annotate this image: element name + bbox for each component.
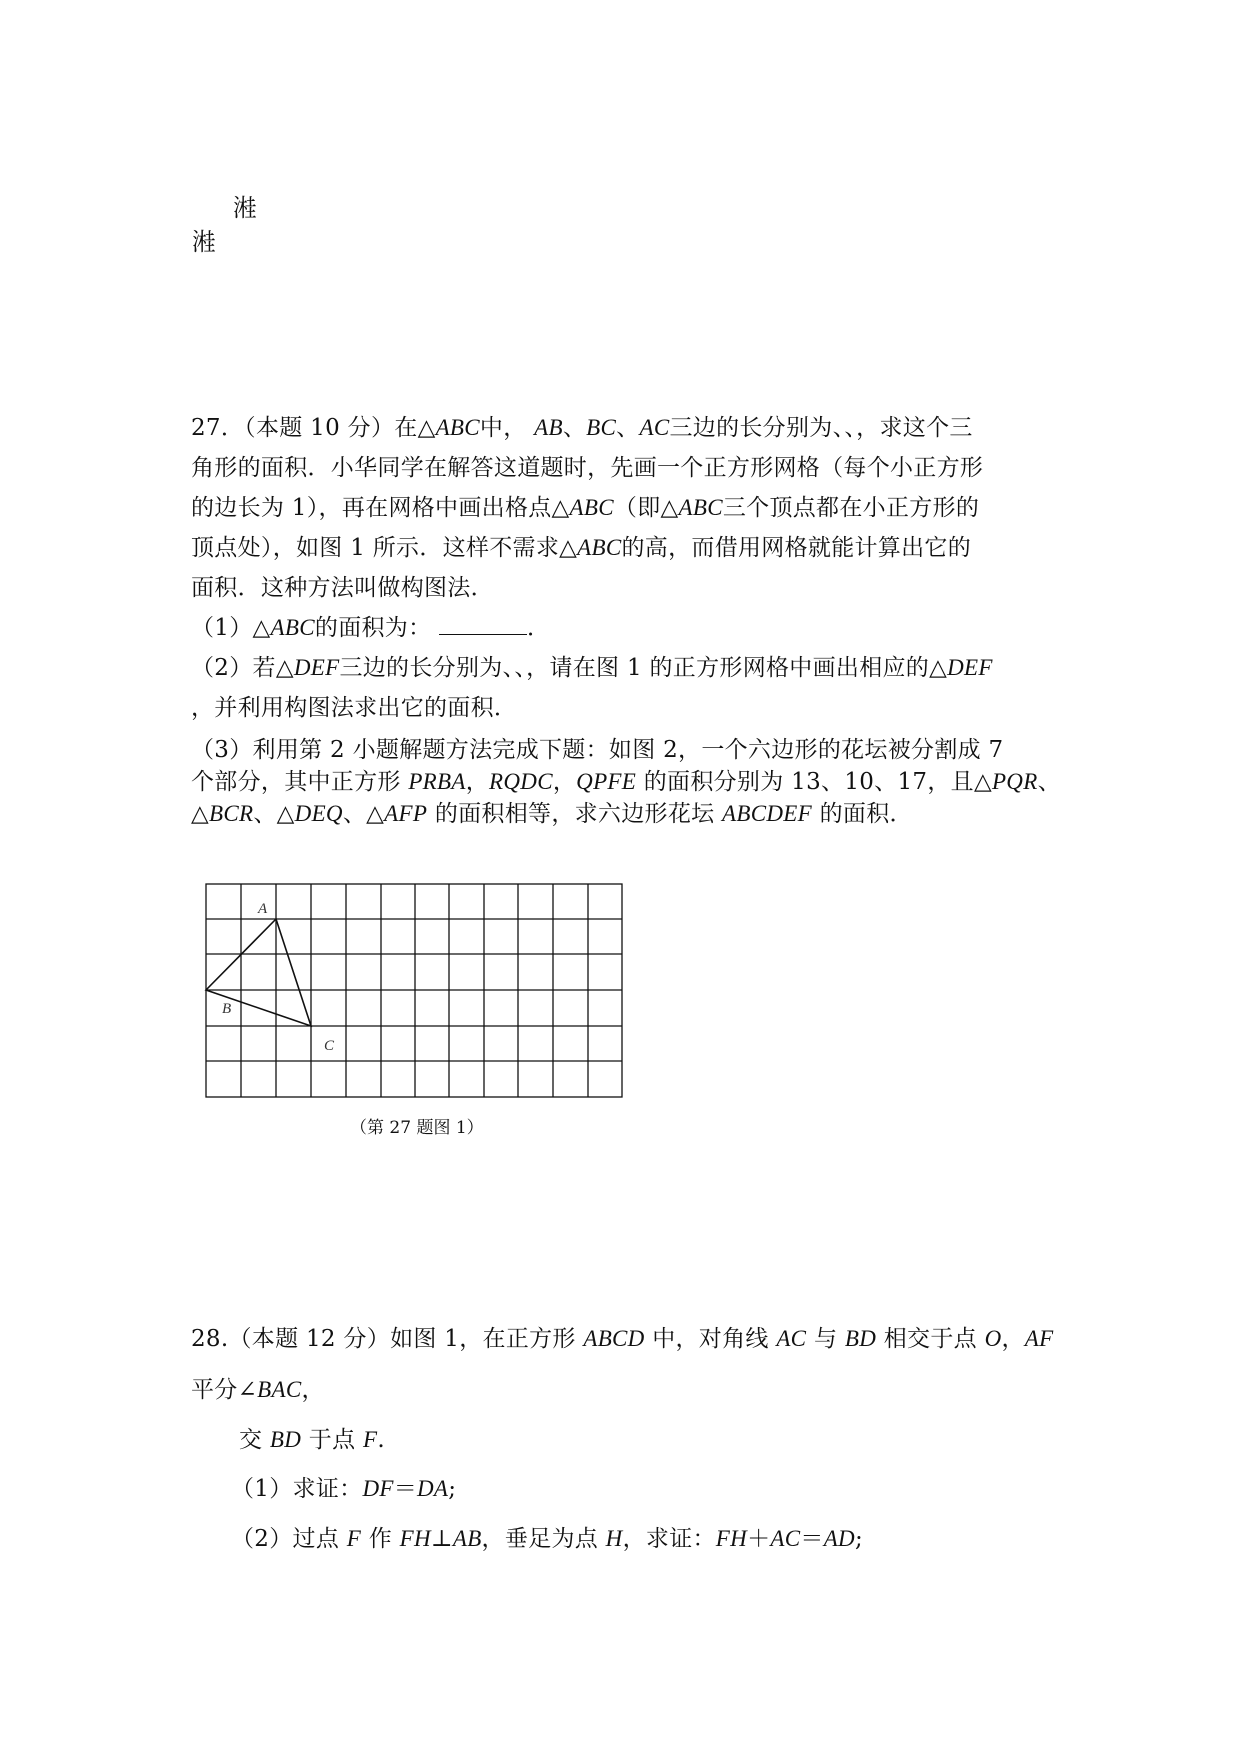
q27-part-3-line-1: （3）利用第 2 小题解题方法完成下题：如图 2，一个六边形的花坛被分割成 7 <box>191 737 1004 763</box>
q27-line-4: 顶点处），如图 1 所示．这样不需求△ABC的高，而借用网格就能计算出它的 <box>191 535 971 561</box>
stray-char-2: 溎 <box>192 228 216 256</box>
grid-figure-svg <box>204 882 626 1102</box>
q28-number: 28. <box>191 1326 229 1352</box>
vertex-label-a: A <box>258 901 268 917</box>
q28-line-1: 28.（本题 12 分）如图 1，在正方形 ABCD 中，对角线 AC 与 BD 相交于点 O，AF <box>191 1326 1054 1352</box>
figure-caption: （第 27 题图 1） <box>350 1118 484 1138</box>
grid-lines <box>206 884 622 1097</box>
vertex-label-c: C <box>324 1038 335 1054</box>
q27-part-3-line-3: △BCR、△DEQ、△AFP 的面积相等，求六边形花坛 ABCDEF 的面积． <box>191 801 913 827</box>
q28-part-2: （2）过点 F 作 FH⊥AB，垂足为点 H，求证：FH＋AC＝AD; <box>231 1526 864 1552</box>
q27-line-5: 面积．这种方法叫做构图法． <box>191 575 494 601</box>
stray-char-1: 溎 <box>233 194 257 222</box>
answer-blank <box>439 614 527 635</box>
q28-line-3: 交 BD 于点 F. <box>239 1427 385 1453</box>
q27-part-2-line-2: ，并利用构图法求出它的面积． <box>191 695 518 721</box>
vertex-label-b: B <box>222 1001 232 1017</box>
q27-part-1: （1）△ABC的面积为： ． <box>191 615 551 641</box>
q27-line-1: 27．（本题 10 分）在△ABC中， AB、BC、AC三边的长分别为、、，求这个三 <box>191 415 973 441</box>
q27-number: 27． <box>191 415 245 441</box>
q27-line-2: 角形的面积．小华同学在解答这道题时，先画一个正方形网格（每个小正方形 <box>191 455 984 481</box>
q27-part-3-line-2: 个部分，其中正方形 PRBA，RQDC，QPFE 的面积分别为 13、10、17，且△PQR、 <box>191 769 1061 795</box>
q28-line-2: 平分∠BAC， <box>191 1377 325 1403</box>
q27-line-3: 的边长为 1），再在网格中画出格点△ABC（即△ABC三个顶点都在小正方形的 <box>191 495 980 521</box>
grid-figure <box>204 882 626 1102</box>
q28-part-1: （1）求证：DF＝DA; <box>231 1476 457 1502</box>
q27-part-2-line-1: （2）若△DEF三边的长分别为、、，请在图 1 的正方形网格中画出相应的△DEF <box>191 655 993 681</box>
